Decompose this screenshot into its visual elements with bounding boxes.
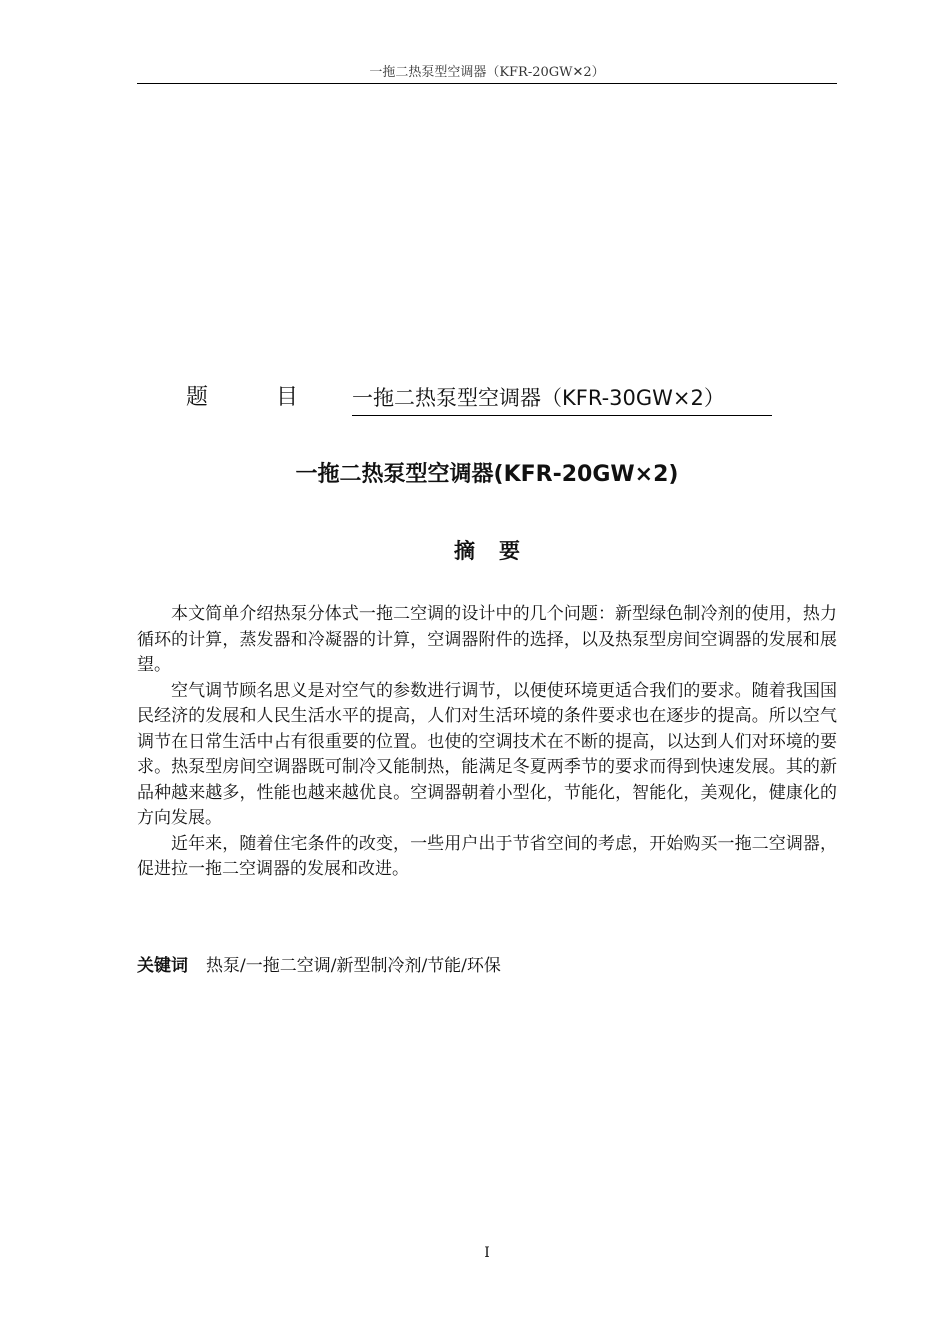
title-value: 一拖二热泵型空调器（KFR-30GW×2） [352, 383, 772, 416]
abstract-heading: 摘要 [454, 539, 544, 563]
main-title: 一拖二热泵型空调器(KFR-20GW×2) [295, 462, 679, 487]
abstract-paragraph-2: 空气调节顾名思义是对空气的参数进行调节，以便使环境更适合我们的要求。随着我国国民经济的发展和人民生活水平的提高，人们对生活环境的条件要求也在逐步的提高。所以空气调节在日常生活中占有很重要的位置。也使的空调技术在不断的提高，以达到人们对环境的要求。热泵型房间空调器既可制冷又能制热，能满足冬夏两季节的要求而得到快速发展。其的新品种越来越多，性能也越来越优良。空调器朝着小型化，节能化，智能化，美观化，健康化的方向发展。 [137, 680, 837, 828]
abstract-body [137, 602, 837, 883]
keywords-line [137, 953, 837, 979]
running-header: 一拖二热泵型空调器（KFR-20GW✕2） [369, 65, 605, 80]
keywords-label: 关键词 [137, 956, 188, 976]
header-rule [137, 83, 837, 84]
abstract-paragraph-3: 近年来，随着住宅条件的改变，一些用户出于节省空间的考虑，开始购买一拖二空调器，促进拉一拖二空调器的发展和改进。 [137, 833, 837, 879]
abstract-paragraph-1: 本文简单介绍热泵分体式一拖二空调的设计中的几个问题：新型绿色制冷剂的使用，热力循环的计算，蒸发器和冷凝器的计算，空调器附件的选择，以及热泵型房间空调器的发展和展望。 [137, 604, 837, 675]
title-label-char-2: 目 [276, 385, 299, 410]
keywords-value: 热泵/一拖二空调/新型制冷剂/节能/环保 [206, 956, 501, 976]
title-label-char-1: 题 [186, 385, 209, 410]
page-number: I [484, 1245, 490, 1261]
